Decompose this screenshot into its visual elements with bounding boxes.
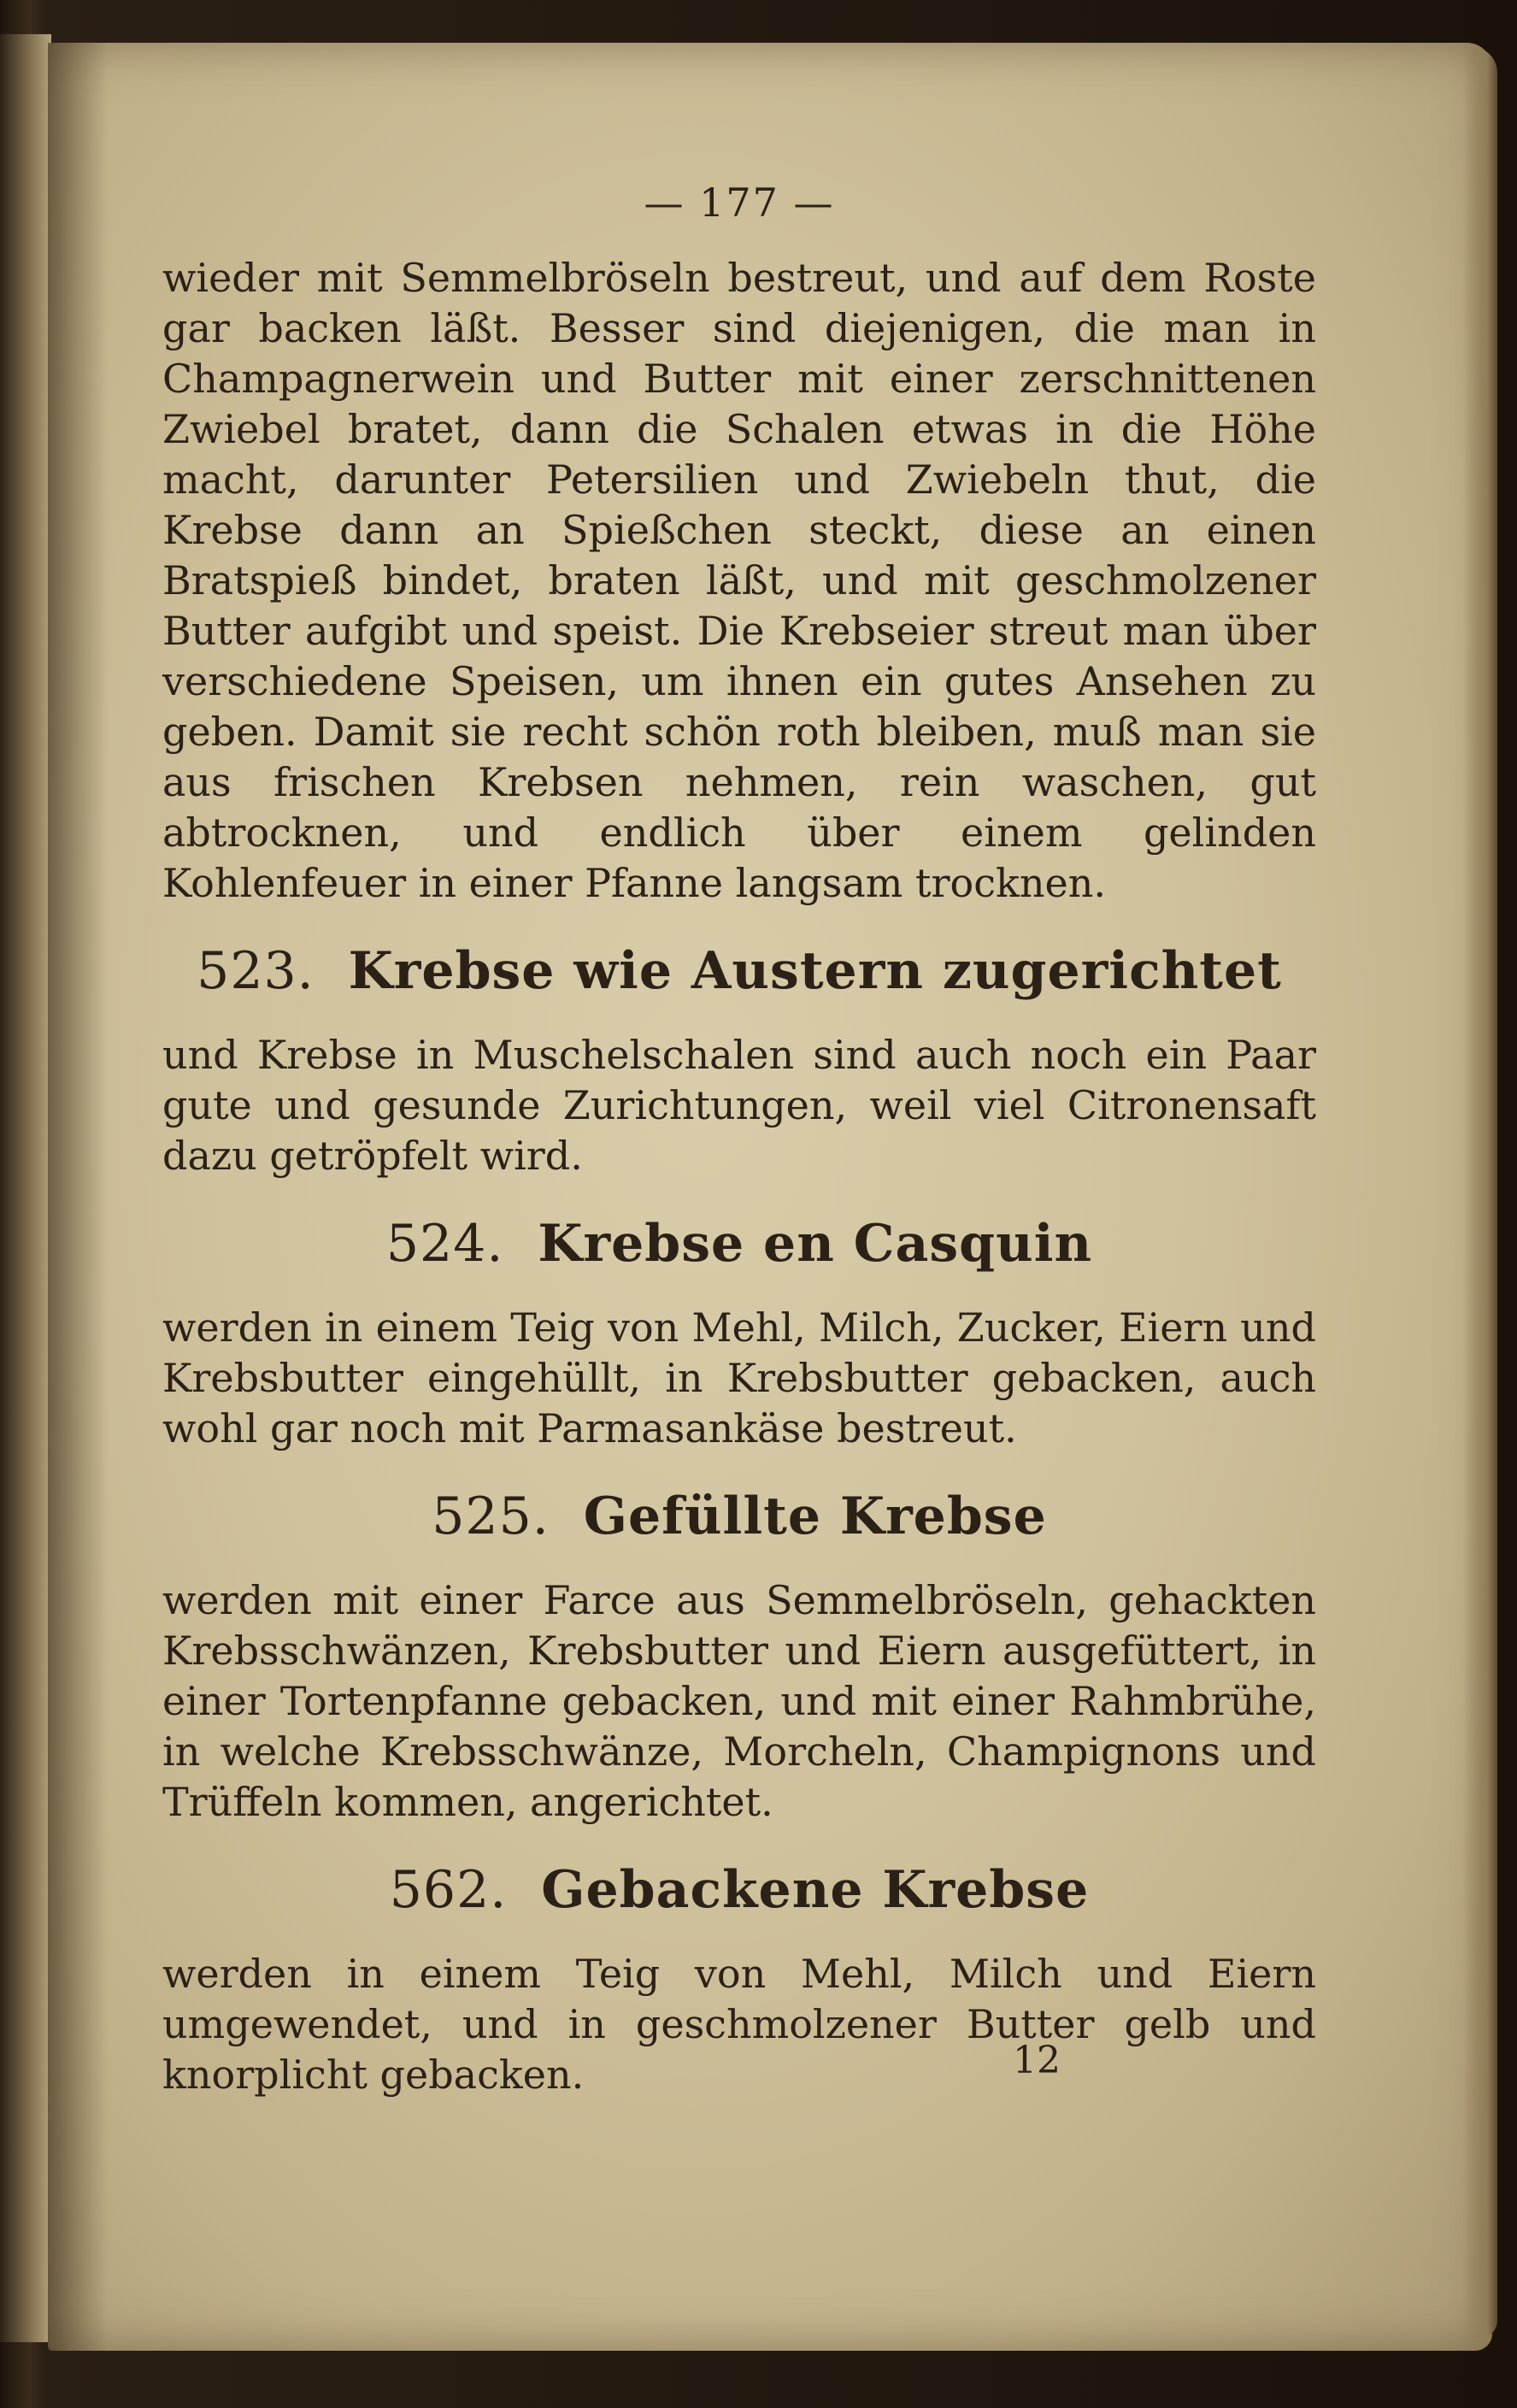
- signature-mark: 12: [1013, 2039, 1061, 2082]
- recipe-number: 523.: [197, 941, 315, 1001]
- recipe-title: Gefüllte Krebse: [583, 1487, 1047, 1546]
- page-edge-right: [1463, 47, 1497, 2338]
- page-number: — 177 —: [644, 180, 835, 226]
- recipe-text-525: werden mit einer Farce aus Semmelbröseln, gehackten Krebsschwänzen, Krebsbutter und Eiern ausgefüttert, in einer Tortenpfanne gebacken, und mit einer Rahmbrühe, in welche Krebsschwänze, Morcheln, Champignons und Trüffeln kommen, angerichtet.: [162, 1577, 1316, 1825]
- recipe-number: 524.: [385, 1214, 504, 1274]
- recipe-title: Krebse wie Austern zugerichtet: [348, 941, 1282, 1001]
- gutter-shadow: [48, 43, 108, 2351]
- recipe-heading-523: [162, 941, 1316, 1001]
- recipe-heading-562: [162, 1860, 1316, 1920]
- recipe-heading-525: [162, 1487, 1316, 1546]
- recipe-text-562: werden in einem Teig von Mehl, Milch und Eiern umgewendet, und in geschmolzener Butter gelb und knorplicht gebacken.: [162, 1951, 1316, 2098]
- recipe-title: Krebse en Casquin: [538, 1214, 1093, 1274]
- continued-paragraph: wieder mit Semmelbröseln bestreut, und auf dem Roste gar backen läßt. Besser sind diejenigen, die man in Champagnerwein und Butter mit einer zerschnittenen Zwiebel bratet, dann die Schalen etwas in die Höhe macht, darunter Petersilien und Zwiebeln thut, die Krebse dann an Spießchen steckt, diese an einen Bratspieß bindet, braten läßt, und mit geschmolzener Butter aufgibt und speist. Die Krebseier streut man über verschiedene Speisen, um ihnen ein gutes Ansehen zu geben. Damit sie recht schön roth bleiben, muß man sie aus frischen Krebsen nehmen, rein waschen, gut abtrocknen, und endlich über einem gelinden Kohlenfeuer in einer Pfanne langsam trocknen.: [162, 255, 1316, 906]
- recipe-number: 525.: [432, 1487, 550, 1546]
- recipe-text-523: und Krebse in Muschelschalen sind auch noch ein Paar gute und gesunde Zurichtungen, weil viel Citronensaft dazu getröpfelt wird.: [162, 1032, 1316, 1179]
- book-spine-edge: [0, 34, 51, 2342]
- recipe-heading-524: [162, 1214, 1316, 1274]
- page-content: [162, 180, 1316, 2100]
- recipe-text-524: werden in einem Teig von Mehl, Milch, Zucker, Eiern und Krebsbutter eingehüllt, in Krebsbutter gebacken, auch wohl gar noch mit Parmasankäse bestreut.: [162, 1304, 1316, 1451]
- recipe-title: Gebackene Krebse: [541, 1860, 1090, 1920]
- recipe-number: 562.: [389, 1860, 508, 1920]
